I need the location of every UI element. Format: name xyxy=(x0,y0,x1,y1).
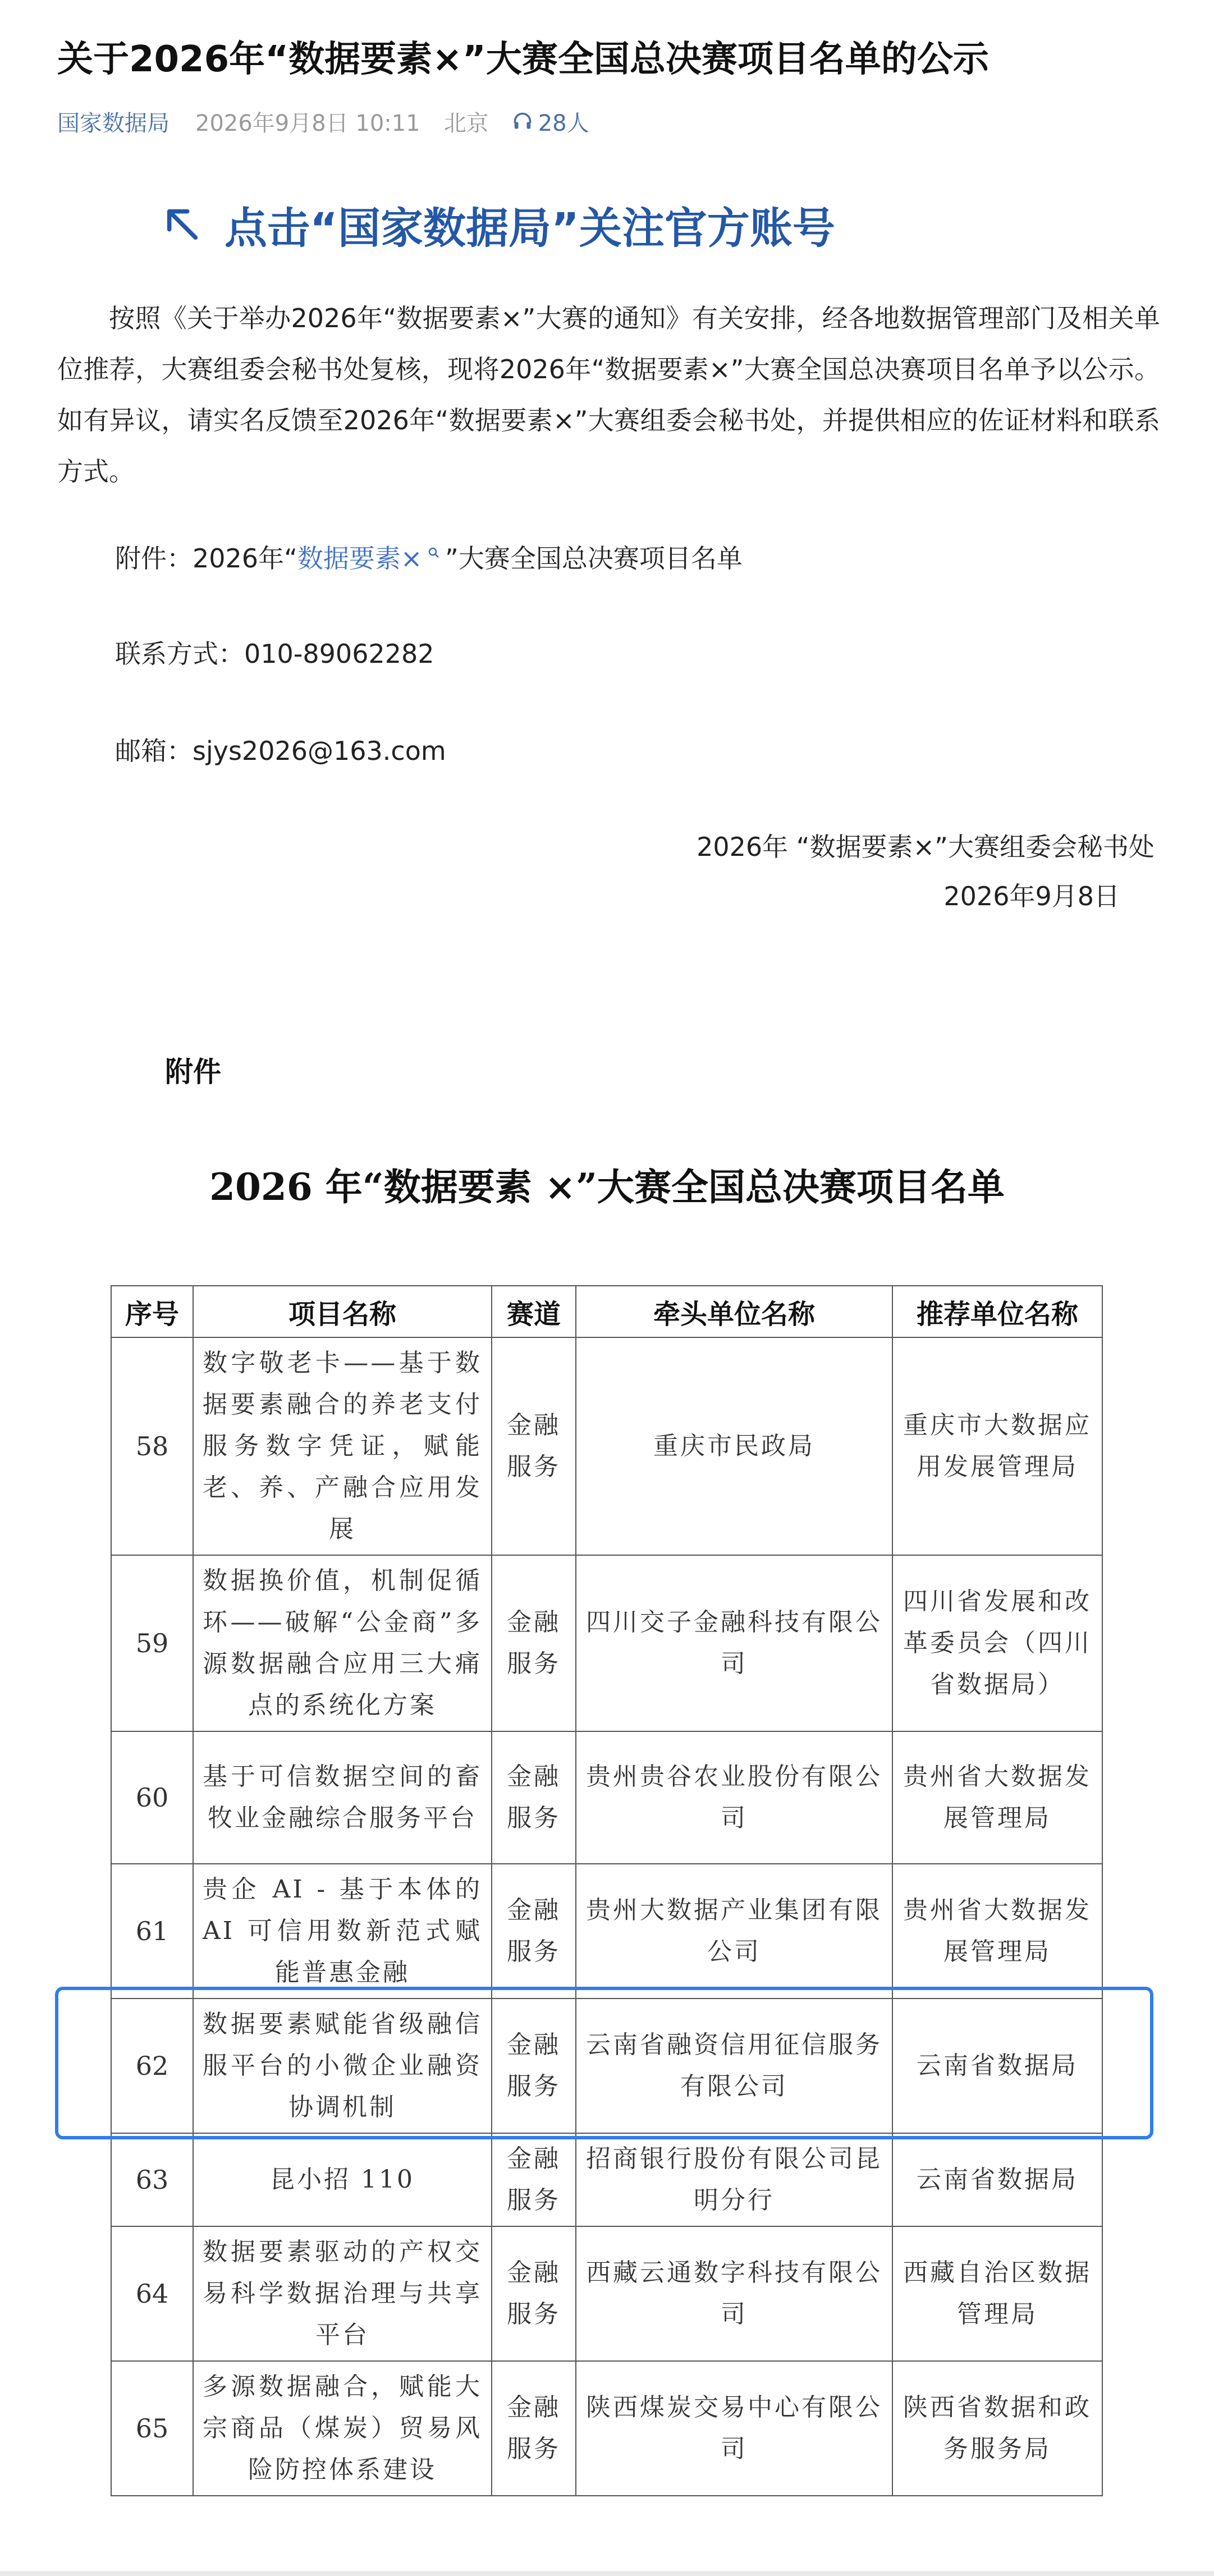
row-track: 金融服务 xyxy=(492,2361,576,2496)
row-no: 61 xyxy=(111,1864,193,1999)
signature-date: 2026年9月8日 xyxy=(943,881,1120,911)
row-lead: 招商银行股份有限公司昆明分行 xyxy=(576,2133,892,2226)
row-track: 金融服务 xyxy=(492,1731,576,1864)
table-row xyxy=(111,2361,1102,2496)
header-name: 项目名称 xyxy=(193,1286,492,1337)
row-recommender: 重庆市大数据应用发展管理局 xyxy=(892,1337,1102,1555)
bottom-divider xyxy=(0,2571,1214,2576)
row-lead: 贵州大数据产业集团有限公司 xyxy=(576,1864,892,1999)
attachment-label: 附件 xyxy=(165,1056,221,1088)
header-lead: 牵头单位名称 xyxy=(576,1286,892,1337)
document-title: 2026 年“数据要素 ×”大赛全国总决赛项目名单 xyxy=(209,1165,1005,1209)
row-recommender: 云南省数据局 xyxy=(892,1999,1102,2133)
row-lead: 陕西煤炭交易中心有限公司 xyxy=(576,2361,892,2496)
row-recommender: 西藏自治区数据管理局 xyxy=(892,2226,1102,2361)
highlight-box xyxy=(55,1987,1153,2139)
row-track: 金融服务 xyxy=(492,1999,576,2133)
row-name: 数据换价值，机制促循环——破解“公金商”多源数据融合应用三大痛点的系统化方案 xyxy=(193,1555,492,1731)
row-recommender: 贵州省大数据发展管理局 xyxy=(892,1864,1102,1999)
row-lead: 西藏云通数字科技有限公司 xyxy=(576,2226,892,2361)
table-row xyxy=(111,1337,1102,1555)
attachment-line xyxy=(115,539,743,578)
row-name: 数据要素驱动的产权交易科学数据治理与共享平台 xyxy=(193,2226,492,2361)
follow-account-banner[interactable] xyxy=(163,191,835,258)
header-recommender: 推荐单位名称 xyxy=(892,1286,1102,1337)
headphones-icon xyxy=(512,111,533,131)
row-recommender: 陕西省数据和政务服务局 xyxy=(892,2361,1102,2496)
header-track: 赛道 xyxy=(492,1286,576,1337)
row-name: 昆小招 110 xyxy=(193,2133,492,2226)
publish-location: 北京 xyxy=(443,110,489,136)
table-row xyxy=(111,2133,1102,2226)
article-meta xyxy=(57,104,589,138)
row-name: 数字敬老卡——基于数据要素融合的养老支付服务数字凭证，赋能老、养、产融合应用发展 xyxy=(193,1337,492,1555)
row-name: 基于可信数据空间的畜牧业金融综合服务平台 xyxy=(193,1731,492,1864)
row-no: 63 xyxy=(111,2133,193,2226)
article-title: 关于2026年“数据要素×”大赛全国总决赛项目名单的公示 xyxy=(57,39,989,80)
attachment-prefix: 附件：2026年“ xyxy=(115,543,297,574)
header-no: 序号 xyxy=(111,1286,193,1337)
table-row xyxy=(111,1731,1102,1864)
search-icon[interactable] xyxy=(422,547,445,563)
row-track: 金融服务 xyxy=(492,1555,576,1731)
row-name: 多源数据融合，赋能大宗商品（煤炭）贸易风险防控体系建设 xyxy=(193,2361,492,2496)
contact-phone: 联系方式：010-89062282 xyxy=(115,639,434,669)
table-row xyxy=(111,1864,1102,1999)
row-track: 金融服务 xyxy=(492,2226,576,2361)
attachment-suffix: ”大赛全国总决赛项目名单 xyxy=(445,543,743,574)
article-body: 按照《关于举办2026年“数据要素×”大赛的通知》有关安排，经各地数据管理部门及相关单位推荐，大赛组委会秘书处复核，现将2026年“数据要素×”大赛全国总决赛项目名单予以公示。如有异议，请实名反馈至2026年“数据要素×”大赛组委会秘书处，并提供相应的佐证材料和联系方式。 xyxy=(57,303,1160,487)
row-track: 金融服务 xyxy=(492,1337,576,1555)
signature-org: 2026年 “数据要素×”大赛组委会秘书处 xyxy=(697,832,1155,862)
row-no: 62 xyxy=(111,1999,193,2133)
table-row xyxy=(111,1555,1102,1731)
project-table xyxy=(111,1285,1103,2496)
row-lead: 云南省融资信用征信服务有限公司 xyxy=(576,1999,892,2133)
follow-prompt: 点击“国家数据局”关注官方账号 xyxy=(225,203,835,253)
row-lead: 四川交子金融科技有限公司 xyxy=(576,1555,892,1731)
contact-email: 邮箱：sjys2026@163.com xyxy=(115,736,446,766)
table-header-row xyxy=(111,1286,1102,1337)
row-recommender: 贵州省大数据发展管理局 xyxy=(892,1731,1102,1864)
row-no: 65 xyxy=(111,2361,193,2496)
row-recommender: 四川省发展和改革委员会（四川省数据局） xyxy=(892,1555,1102,1731)
row-no: 58 xyxy=(111,1337,193,1555)
table-row xyxy=(111,2226,1102,2361)
row-track: 金融服务 xyxy=(492,2133,576,2226)
listener-count: 28人 xyxy=(538,110,589,136)
row-name: 数据要素赋能省级融信服平台的小微企业融资协调机制 xyxy=(193,1999,492,2133)
row-no: 59 xyxy=(111,1555,193,1731)
account-name-link[interactable]: 国家数据局 xyxy=(57,110,169,136)
publish-datetime: 2026年9月8日 10:11 xyxy=(195,110,420,136)
arrow-up-left-icon xyxy=(163,205,202,244)
listen-button[interactable] xyxy=(512,106,589,137)
row-recommender: 云南省数据局 xyxy=(892,2133,1102,2226)
keyword-link[interactable]: 数据要素× xyxy=(297,543,423,574)
row-track: 金融服务 xyxy=(492,1864,576,1999)
row-lead: 贵州贵谷农业股份有限公司 xyxy=(576,1731,892,1864)
row-lead: 重庆市民政局 xyxy=(576,1337,892,1555)
row-no: 64 xyxy=(111,2226,193,2361)
row-name: 贵企 AI - 基于本体的 AI 可信用数新范式赋能普惠金融 xyxy=(193,1864,492,1999)
row-no: 60 xyxy=(111,1731,193,1864)
